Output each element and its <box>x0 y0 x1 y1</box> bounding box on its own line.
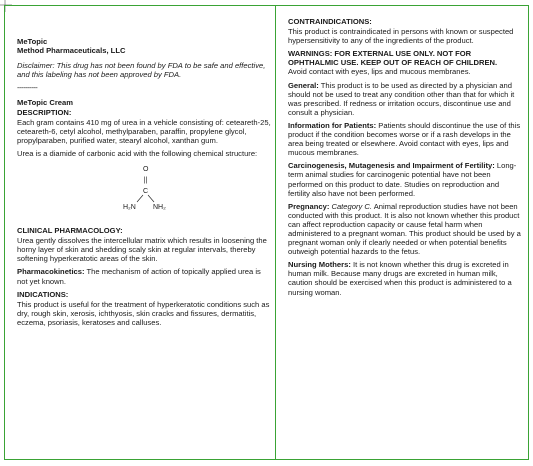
patients-label: Information for Patients: <box>288 120 377 130</box>
description-heading: DESCRIPTION: <box>17 107 72 117</box>
amine-left: H₂N <box>123 204 136 212</box>
right-column <box>288 17 523 301</box>
description-text: Each gram contains 410 mg of urea in a vehicle consisting of: ceteareth-25, ceteareth-6, cetyl alcohol, methylparaben, paraffin, propylene glycol, propylparaben, purified water, stearyl alcohol, xanthan gum. <box>17 117 271 145</box>
general-label: General: <box>288 80 319 90</box>
dash-rule: ---------- <box>17 83 38 93</box>
pregnancy-label: Pregnancy: <box>288 201 330 211</box>
brand-name: MeTopic <box>17 37 48 46</box>
clinical-text: Urea gently dissolves the intercellular matrix which results in loosening the horny layer of skin and shedding scaly skin at regular intervals, thereby softening hyperkeratotic areas of the skin. <box>17 236 267 264</box>
pregnancy-text: Animal reproduction studies have not been conducted with this product. It is also not known whether this product can affect reproduction capacity or cause fetal harm when administered to a pregnant woman. This product should be used by a pregnant woman only if clearly needed or when potential benefits outweigh potential hazards to the fetus. <box>288 201 521 257</box>
pharmacokinetics-label: Pharmacokinetics: <box>17 267 85 277</box>
contraindications-text: This product is contraindicated in persons with known or suspected hypersensitivity to any of the ingredients of the product. <box>288 27 514 46</box>
company-name: Method Pharmaceuticals, LLC <box>17 46 126 56</box>
carcinogenesis-paragraph <box>288 161 523 197</box>
indications-heading: INDICATIONS: <box>17 289 69 299</box>
oxygen-atom: O <box>143 166 149 174</box>
clinical-heading: CLINICAL PHARMACOLOGY: <box>17 226 123 236</box>
carcinogenesis-label: Carcinogenesis, Mutagenesis and Impairment of Fertility: <box>288 161 495 171</box>
nursing-text: It is not known whether this drug is excreted in human milk. Because many drugs are excreted in human milk, caution should be exercised when this product is administered to a nursing woman. <box>288 260 512 297</box>
left-column <box>17 37 271 331</box>
warnings-heading: WARNINGS: FOR EXTERNAL USE ONLY. NOT FOR OPHTHALMIC USE. KEEP OUT OF REACH OF CHILDREN. <box>288 49 498 68</box>
warnings-text: Avoid contact with eyes, lips and mucous membranes. <box>288 67 471 77</box>
left-bond <box>137 195 143 202</box>
pharmacokinetics-text: The mechanism of action of topically applied urea is not yet known. <box>17 267 261 286</box>
general-text: This product is to be used as directed by a physician and should not be used to treat any condition other than that for which it was prescribed. If redness or irritation occurs, discontinue use and consult a physician. <box>288 80 515 117</box>
carbon-atom: C <box>143 188 149 196</box>
amine-right: NH₂ <box>153 204 166 212</box>
urea-structure-diagram <box>117 162 177 220</box>
carcinogenesis-text: Long-term animal studies for carcinogenic potential have not been performed on this product to date. Studies on reproduction and fertility also have not been performed. <box>288 161 517 198</box>
contraindications-heading: CONTRAINDICATIONS: <box>288 17 372 26</box>
urea-chemical-structure <box>17 162 271 220</box>
urea-structure-text: Urea is a diamide of carbonic acid with the following chemical structure: <box>17 148 258 158</box>
indications-text: This product is useful for the treatment of hyperkeratotic conditions such as dry, rough skin, xerosis, ichthyosis, skin cracks and fissures, dermatitis, eczema, psoriasis, keratoses and calluses. <box>17 299 270 327</box>
pharmacokinetics-paragraph <box>17 267 271 285</box>
patients-text: Patients should discontinue the use of this product if the condition becomes worse or if a rash develops in the area being treated or elsewhere. Avoid contact with eyes, lips and mucous membranes. <box>288 120 521 158</box>
product-name: MeTopic Cream <box>17 98 73 108</box>
patients-paragraph <box>288 121 523 157</box>
fda-disclaimer: Disclaimer: This drug has not been found by FDA to be safe and effective, and this labeling has not been approved by FDA. <box>17 61 266 80</box>
column-divider <box>275 5 276 460</box>
pregnancy-paragraph <box>288 202 523 257</box>
double-bond: || <box>143 177 148 185</box>
right-bond <box>148 195 154 202</box>
pregnancy-category: Category C. <box>329 201 372 211</box>
general-paragraph <box>288 81 523 117</box>
nursing-paragraph <box>288 260 523 296</box>
nursing-label: Nursing Mothers: <box>288 260 351 270</box>
